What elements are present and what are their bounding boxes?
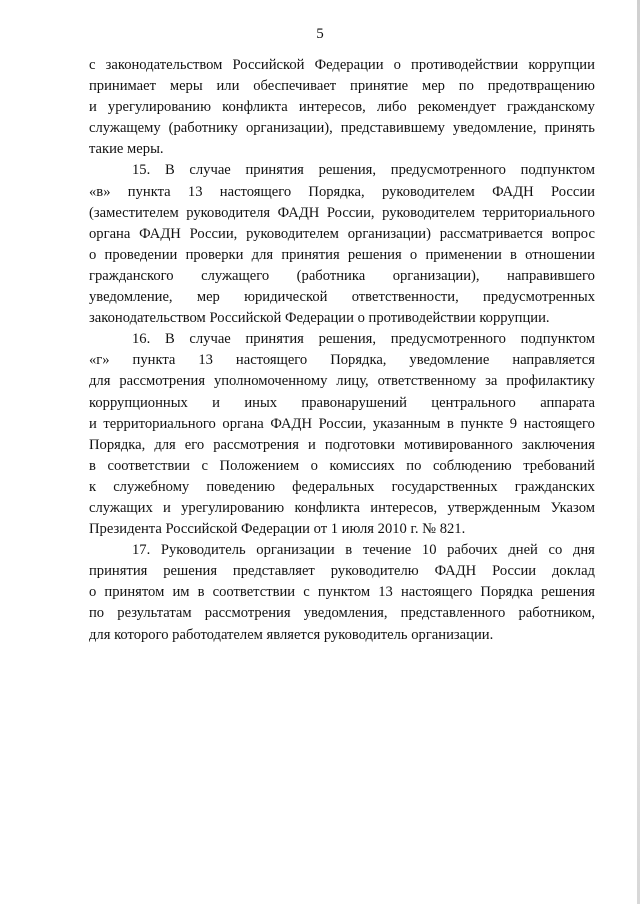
text-line: по результатам рассмотрения уведомления, представленного работником, (89, 605, 595, 622)
text-line: Порядка, для его рассмотрения и подготовки мотивированного заключения (89, 436, 595, 453)
text-line: 16. В случае принятия решения, предусмотренного подпунктом (132, 331, 595, 348)
text-line: гражданского служащего (работника организации), направившего (89, 267, 595, 284)
page-number: 5 (316, 26, 324, 42)
text-line: и урегулированию конфликта интересов, либо рекомендует гражданскому (89, 99, 595, 116)
text-line: о принятом им в соответствии с пунктом 13 настоящего Порядка решения (89, 584, 595, 601)
text-line: 17. Руководитель организации в течение 10 рабочих дней со дня (132, 542, 595, 559)
text-line: Президента Российской Федерации от 1 июля 2010 г. № 821. (89, 521, 466, 538)
text-line: «в» пункта 13 настоящего Порядка, руководителем ФАДН России (89, 183, 595, 200)
text-line: (заместителем руководителя ФАДН России, руководителем территориального (89, 204, 595, 221)
paragraph (89, 160, 595, 329)
text-line: уведомление, мер юридической ответственности, предусмотренных (89, 289, 595, 306)
text-line: коррупционных и иных правонарушений центрального аппарата (89, 394, 595, 411)
paragraph (89, 540, 595, 645)
text-line: с законодательством Российской Федерации о противодействии коррупции (89, 57, 595, 73)
text-line: принятия решения представляет руководителю ФАДН России доклад (89, 563, 595, 580)
text-line: для рассмотрения уполномоченному лицу, ответственному за профилактику (89, 373, 595, 390)
text-line: служащих и урегулированию конфликта интересов, утвержденным Указом (89, 499, 595, 516)
text-line: такие меры. (89, 141, 164, 158)
text-line: о проведении проверки для принятия решения о применении в отношении (89, 246, 595, 263)
paragraph (89, 55, 595, 160)
text-line: «г» пункта 13 настоящего Порядка, уведомление направляется (89, 352, 595, 369)
text-line: 15. В случае принятия решения, предусмотренного подпунктом (132, 162, 595, 179)
paragraph (89, 329, 595, 540)
text-line: законодательством Российской Федерации о противодействии коррупции. (89, 310, 550, 327)
text-line: служащему (работнику организации), представившему уведомление, принять (89, 120, 595, 137)
text-line: в соответствии с Положением о комиссиях по соблюдению требований (89, 457, 595, 474)
text-line: и территориального органа ФАДН России, указанным в пункте 9 настоящего (89, 415, 595, 432)
text-line: органа ФАДН России, руководителем организации) рассматривается вопрос (89, 225, 595, 242)
text-line: принимает меры или обеспечивает принятие мер по предотвращению (89, 78, 595, 95)
document-body (89, 55, 595, 646)
text-line: для которого работодателем является руководитель организации. (89, 626, 494, 643)
text-line: к служебному поведению федеральных государственных гражданских (89, 478, 595, 495)
